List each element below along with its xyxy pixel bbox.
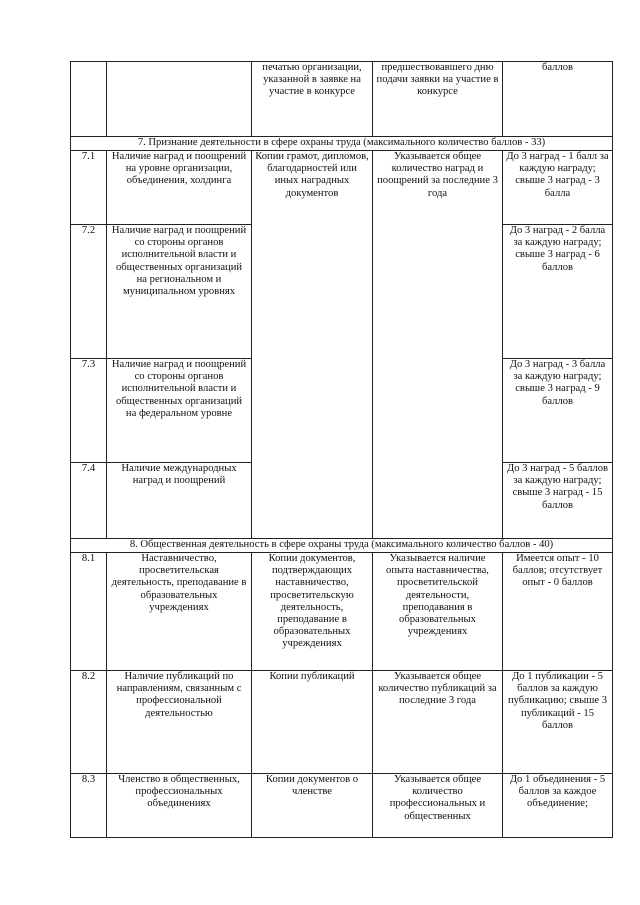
criterion-cell: Наличие международных наград и поощрений — [107, 463, 252, 539]
confirm-cell: Копии публикаций — [252, 671, 373, 774]
row-number-cell: 8.3 — [71, 774, 107, 838]
criterion-cell: Членство в общественных, профессиональных объединениях — [107, 774, 252, 838]
info-cell: Указывается общее количество профессиональных и общественных — [373, 774, 503, 838]
score-cell: До 3 наград - 3 балла за каждую награду; свыше 3 наград - 9 баллов — [503, 359, 613, 463]
confirm-cell: печатью организации, указанной в заявке на участие в конкурсе — [252, 62, 373, 137]
criterion-cell: Наличие наград и поощрений на уровне организации, объединения, холдинга — [107, 151, 252, 225]
confirm-cell: Копии документов о членстве — [252, 774, 373, 838]
table-row — [71, 671, 613, 774]
score-cell: До 1 объединения - 5 баллов за каждое объединение; — [503, 774, 613, 838]
section-header-row — [71, 539, 613, 553]
score-cell: До 1 публикации - 5 баллов за каждую публикацию; свыше 3 публикаций - 15 баллов — [503, 671, 613, 774]
score-cell: До 3 наград - 5 баллов за каждую награду; свыше 3 наград - 15 баллов — [503, 463, 613, 539]
score-cell: До 3 наград - 1 балл за каждую награду; свыше 3 наград - 3 балла — [503, 151, 613, 225]
criterion-cell: Наличие наград и поощрений со стороны органов исполнительной власти и общественных организаций на региональном и муниципальном уровнях — [107, 225, 252, 359]
info-cell: Указывается общее количество публикаций за последние 3 года — [373, 671, 503, 774]
row-number-cell: 8.2 — [71, 671, 107, 774]
section-8-title: 8. Общественная деятельность в сфере охраны труда (максимального количество баллов - 40) — [71, 539, 613, 553]
criterion-cell: Наличие публикаций по направлениям, связанным с профессиональной деятельностью — [107, 671, 252, 774]
score-cell: До 3 наград - 2 балла за каждую награду; свыше 3 наград - 6 баллов — [503, 225, 613, 359]
info-cell: Указывается наличие опыта наставничества, просветительской деятельности, преподавания в образовательных учреждениях — [373, 553, 503, 671]
criterion-cell: Наличие наград и поощрений со стороны органов исполнительной власти и общественных организаций на федеральном уровне — [107, 359, 252, 463]
table-row — [71, 774, 613, 838]
section-header-row — [71, 137, 613, 151]
score-cell: баллов — [503, 62, 613, 137]
row-number-cell: 7.1 — [71, 151, 107, 225]
info-cell: Указывается общее количество наград и поощрений за последние 3 года — [373, 151, 503, 539]
section-7-title: 7. Признание деятельности в сфере охраны труда (максимального количество баллов - 33) — [71, 137, 613, 151]
row-number-cell: 7.4 — [71, 463, 107, 539]
row-number-cell: 7.2 — [71, 225, 107, 359]
row-number-cell — [71, 62, 107, 137]
confirm-cell: Копии грамот, дипломов, благодарностей или иных наградных документов — [252, 151, 373, 539]
row-number-cell: 7.3 — [71, 359, 107, 463]
criterion-cell — [107, 62, 252, 137]
score-cell: Имеется опыт - 10 баллов; отсутствует опыт - 0 баллов — [503, 553, 613, 671]
criterion-cell: Наставничество, просветительская деятельность, преподавание в образовательных учреждениях — [107, 553, 252, 671]
table-row — [71, 151, 613, 225]
info-cell: предшествовавшего дню подачи заявки на участие в конкурсе — [373, 62, 503, 137]
confirm-cell: Копии документов, подтверждающих наставничество, просветительскую деятельность, преподавание в образовательных учреждениях — [252, 553, 373, 671]
table-row — [71, 62, 613, 137]
row-number-cell: 8.1 — [71, 553, 107, 671]
table-row — [71, 553, 613, 671]
criteria-table — [70, 61, 613, 838]
